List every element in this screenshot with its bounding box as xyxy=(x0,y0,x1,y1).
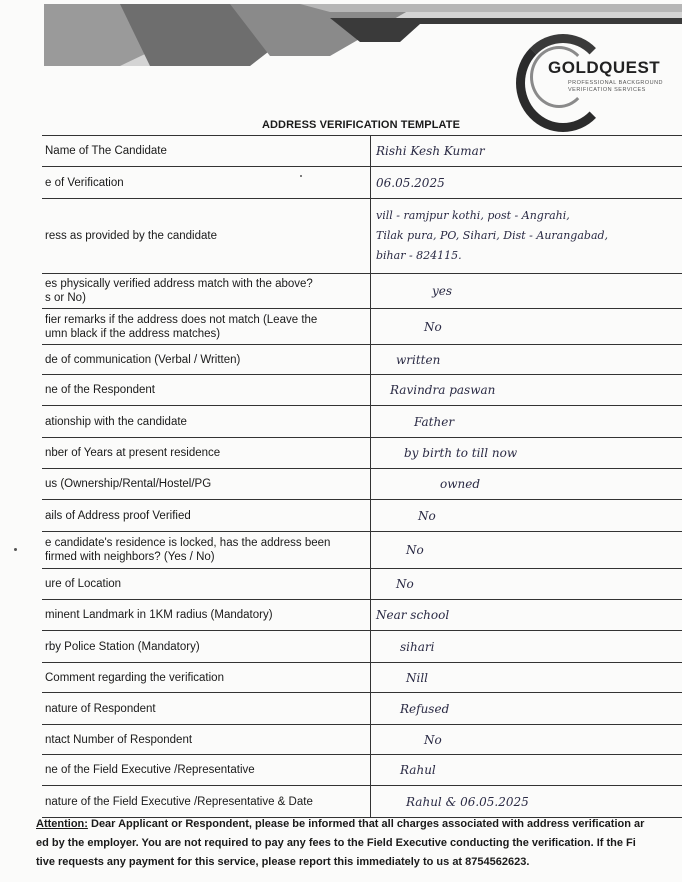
logo-tagline xyxy=(568,80,663,94)
field-value: 06.05.2025 xyxy=(376,175,445,190)
table-row xyxy=(42,500,682,532)
field-value: Ravindra paswan xyxy=(390,383,496,397)
field-label: e of Verification xyxy=(45,176,124,189)
attention-notice xyxy=(36,815,682,872)
field-value: Nill xyxy=(406,670,429,685)
table-row xyxy=(42,725,682,755)
logo-tagline-line1: PROFESSIONAL BACKGROUND xyxy=(568,80,664,86)
field-label: e candidate's residence is locked, has the address been firmed with neighbors? (Yes / No) xyxy=(45,537,331,563)
attention-text-1: Dear Applicant or Respondent, please be informed that all charges associated with address verification ar xyxy=(91,818,645,830)
table-row xyxy=(42,199,682,274)
field-label: us (Ownership/Rental/Hostel/PG xyxy=(45,478,212,490)
field-value: Rahul & 06.05.2025 xyxy=(406,794,529,809)
field-value: Rishi Kesh Kumar xyxy=(376,144,485,158)
logo-name: GOLDQUEST xyxy=(548,58,661,77)
field-value: owned xyxy=(440,477,481,491)
field-value: by birth to till now xyxy=(404,446,518,460)
field-label: ress as provided by the candidate xyxy=(45,230,217,242)
goldquest-logo xyxy=(508,28,682,124)
field-value: Rahul xyxy=(400,763,436,777)
attention-lead: Attention: xyxy=(36,818,88,830)
field-value: Refused xyxy=(400,701,450,716)
table-row xyxy=(42,136,682,167)
attention-line-1 xyxy=(36,815,682,834)
table-row xyxy=(42,438,682,469)
field-label: minent Landmark in 1KM radius (Mandatory) xyxy=(45,609,273,621)
table-row xyxy=(42,693,682,725)
field-value: Near school xyxy=(376,608,450,622)
field-value: yes xyxy=(432,284,453,298)
table-row xyxy=(42,631,682,663)
table-row xyxy=(42,663,682,693)
table-row xyxy=(42,274,682,309)
field-value: No xyxy=(406,543,424,557)
logo-tagline-line2: VERIFICATION SERVICES xyxy=(568,87,646,93)
scan-speck xyxy=(14,548,17,551)
field-label: de of communication (Verbal / Written) xyxy=(45,353,241,366)
field-value: sihari xyxy=(400,639,435,654)
document-title: ADDRESS VERIFICATION TEMPLATE xyxy=(261,119,461,131)
field-value: vill - ramjpur kothi, post - Angrahi, Tilak pura, PO, Sihari, Dist - Aurangabad, bihar - 824115. xyxy=(376,209,609,262)
table-row xyxy=(42,469,682,500)
attention-line-2: ed by the employer. You are not required to pay any fees to the Field Executive conducting the verification. If the Fi xyxy=(36,837,636,849)
field-value: No xyxy=(418,508,436,523)
field-label: fier remarks if the address does not match (Leave the umn black if the address matches) xyxy=(45,313,318,340)
field-label: Name of The Candidate xyxy=(45,145,167,157)
field-label: ationship with the candidate xyxy=(45,415,187,428)
field-label: ne of the Respondent xyxy=(45,384,155,396)
field-value: No xyxy=(424,319,442,334)
field-value: No xyxy=(396,577,414,591)
field-value: No xyxy=(424,732,442,747)
table-row xyxy=(42,167,682,199)
field-label: Comment regarding the verification xyxy=(45,671,224,684)
field-label: ure of Location xyxy=(45,578,122,590)
field-label: rby Police Station (Mandatory) xyxy=(45,640,200,653)
table-row xyxy=(42,786,682,818)
field-label: ntact Number of Respondent xyxy=(45,733,193,746)
field-label: nature of Respondent xyxy=(45,702,156,715)
field-label: nber of Years at present residence xyxy=(45,447,221,459)
field-label: ails of Address proof Verified xyxy=(45,509,191,522)
table-row xyxy=(42,406,682,438)
table-row xyxy=(42,345,682,375)
table-row xyxy=(42,569,682,600)
verification-table xyxy=(42,135,682,818)
table-row xyxy=(42,755,682,786)
table-row xyxy=(42,532,682,569)
table-row xyxy=(42,309,682,345)
field-value: Father xyxy=(414,414,455,429)
table-row xyxy=(42,375,682,406)
field-label: ne of the Field Executive /Representative xyxy=(45,764,255,776)
scan-speck xyxy=(300,175,302,177)
field-value: written xyxy=(396,352,441,367)
field-label: es physically verified address match with the above? s or No) xyxy=(45,278,313,304)
table-row xyxy=(42,600,682,631)
attention-line-3: tive requests any payment for this service, please report this immediately to us at 8754562623. xyxy=(36,856,530,868)
field-label: nature of the Field Executive /Representative & Date xyxy=(45,795,313,808)
